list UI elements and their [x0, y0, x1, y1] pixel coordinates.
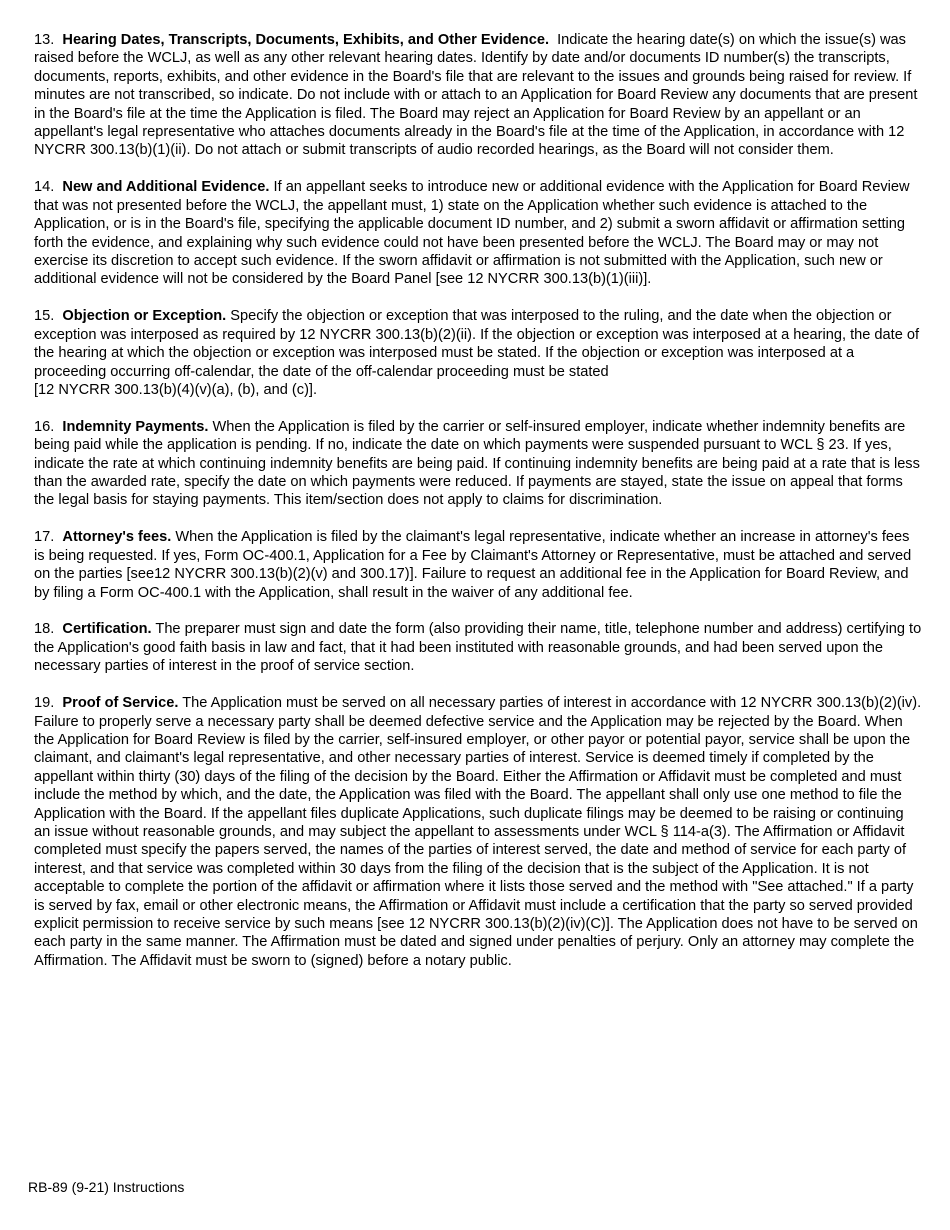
- section-13: [34, 31, 922, 160]
- section-15: [34, 307, 922, 399]
- section-number: 15.: [34, 308, 55, 325]
- section-14: [34, 178, 922, 288]
- section-body: Indicate the hearing date(s) on which the issue(s) was raised before the WCLJ, as well as any other relevant hearing dates. Identify by date and/or documents ID number(s) the transcripts, documents, reports, exhibits, and other evidence in the Board's file that are relevant to the issues and grounds being raised for review. If minutes are not transcribed, so indicate. Do not include with or attach to an Application for Board Review any documents that are present in the Board's file at the time the Application is filed. The Board may reject an Application for Board Review by an appellant or an appellant's legal representative who attaches documents already in the Board's file at the time of the Application, in accordance with 12 NYCRR 300.13(b)(1)(ii). Do not attach or submit transcripts of audio recorded hearings, as the Board will not consider them.: [34, 32, 918, 159]
- section-body: When the Application is filed by the claimant's legal representative, indicate whether an increase in attorney's fees is being requested. If yes, Form OC-400.1, Application for a Fee by Claimant's Attorney or Representative, must be attached and served on the parties [see12 NYCRR 300.13(b)(2)(v) and 300.17)]. Failure to request an additional fee in the Application for Board Review, and by filing a Form OC-400.1 with the Application, shall result in the waiver of any additional fee.: [34, 529, 912, 601]
- section-number: 16.: [34, 418, 55, 435]
- section-number: 19.: [34, 695, 55, 712]
- section-18: [34, 620, 922, 675]
- section-heading: Certification.: [62, 621, 152, 638]
- section-number: 17.: [34, 529, 55, 546]
- instructions-content: [34, 31, 922, 989]
- section-heading: Indemnity Payments.: [62, 418, 209, 435]
- section-19: [34, 694, 922, 970]
- section-body: Specify the objection or exception that was interposed to the ruling, and the date when the objection or exception was interposed as required by 12 NYCRR 300.13(b)(2)(ii). If the objection or exception was interposed at a hearing, the date of the hearing at which the objection or exception was interposed must be stated. If the objection or exception was interposed at a proceeding occurring off-calendar, the date of the off-calendar proceeding must be stated: [34, 308, 920, 380]
- section-number: 13.: [34, 32, 55, 48]
- section-16: [34, 418, 922, 510]
- section-citation: [12 NYCRR 300.13(b)(4)(v)(a), (b), and (c)].: [34, 381, 318, 398]
- section-heading: Objection or Exception.: [62, 308, 227, 325]
- section-heading: Hearing Dates, Transcripts, Documents, Exhibits, and Other Evidence.: [62, 32, 550, 48]
- section-body: When the Application is filed by the carrier or self-insured employer, indicate whether indemnity benefits are being paid while the application is pending. If no, indicate the date on which payments were suspended pursuant to WCL § 23. If yes, indicate the rate at which continuing indemnity benefits are being paid. If continuing indemnity benefits are being paid at a rate that is less than the awarded rate, specify the date on which payments were reduced. If payments are stayed, state the issue on appeal that forms the legal basis for staying payments. This item/section does not apply to claims for discrimination.: [34, 418, 920, 509]
- section-number: 18.: [34, 621, 55, 638]
- section-heading: Proof of Service.: [62, 695, 179, 712]
- section-number: 14.: [34, 179, 55, 196]
- section-heading: Attorney's fees.: [62, 529, 172, 546]
- section-body: If an appellant seeks to introduce new or additional evidence with the Application for Board Review that was not presented before the WCLJ, the appellant must, 1) state on the Application whether such evidence is attached to the Application, or is in the Board's file, specifying the applicable document ID number, and 2) submit a sworn affidavit or affirmation setting forth the evidence, and explaining why such evidence could not have been presented before the WCLJ. The Board may or may not exercise its discretion to accept such evidence. If the sworn affidavit or affirmation is not submitted with the Application, such new or additional evidence will not be considered by the Board Panel [see 12 NYCRR 300.13(b)(1)(iii)].: [34, 179, 910, 288]
- section-heading: New and Additional Evidence.: [62, 179, 270, 196]
- section-17: [34, 528, 922, 602]
- form-footer: RB-89 (9-21) Instructions: [28, 1179, 185, 1195]
- section-body: The Application must be served on all necessary parties of interest in accordance with 12 NYCRR 300.13(b)(2)(iv). Failure to properly serve a necessary party shall be deemed defective service and the Application may be rejected by the Board. When the Application for Board Review is filed by the carrier, self-insured employer, or other payor or potential payor, service shall be upon the claimant, and claimant's legal representative, and other necessary parties of interest. Service is deemed timely if completed by the appellant within thirty (30) days of the filing of the decision by the Board. Either the Affirmation or Affidavit must be completed and must include the method by which, and the date, the Application was filed with the Board. The appellant shall only use one method to file the Application with the Board. If the appellant files duplicate Applications, such duplicate filings may be deemed to be raising or continuing an issue without reasonable grounds, and may subject the appellant to assessments under WCL § 114-a(3). The Affirmation or Affidavit completed must specify the papers served, the names of the parties of interest served, the date and method of service for each party of interest, and that service was completed within 30 days from the filing of the decision that is the subject of the Application. It is not acceptable to complete the portion of the affidavit or affirmation where it lists those served and the method with "See attached." If a party is served by fax, email or other electronic means, the Affirmation or Affidavit must include a certification that the party so served provided explicit permission to receive service by such means [see 12 NYCRR 300.13(b)(2)(iv)(C)]. The Application does not have to be served on each party in the same manner. The Affirmation must be dated and signed under penalties of perjury. Only an attorney may complete the Affirmation. The Affidavit must be sworn to (signed) before a notary public.: [34, 695, 922, 969]
- section-body: The preparer must sign and date the form (also providing their name, title, telephone number and address) certifying to the Application's good faith basis in law and fact, that it had been instituted with reasonable grounds, and had been served upon the necessary parties of interest in the proof of service section.: [34, 621, 922, 675]
